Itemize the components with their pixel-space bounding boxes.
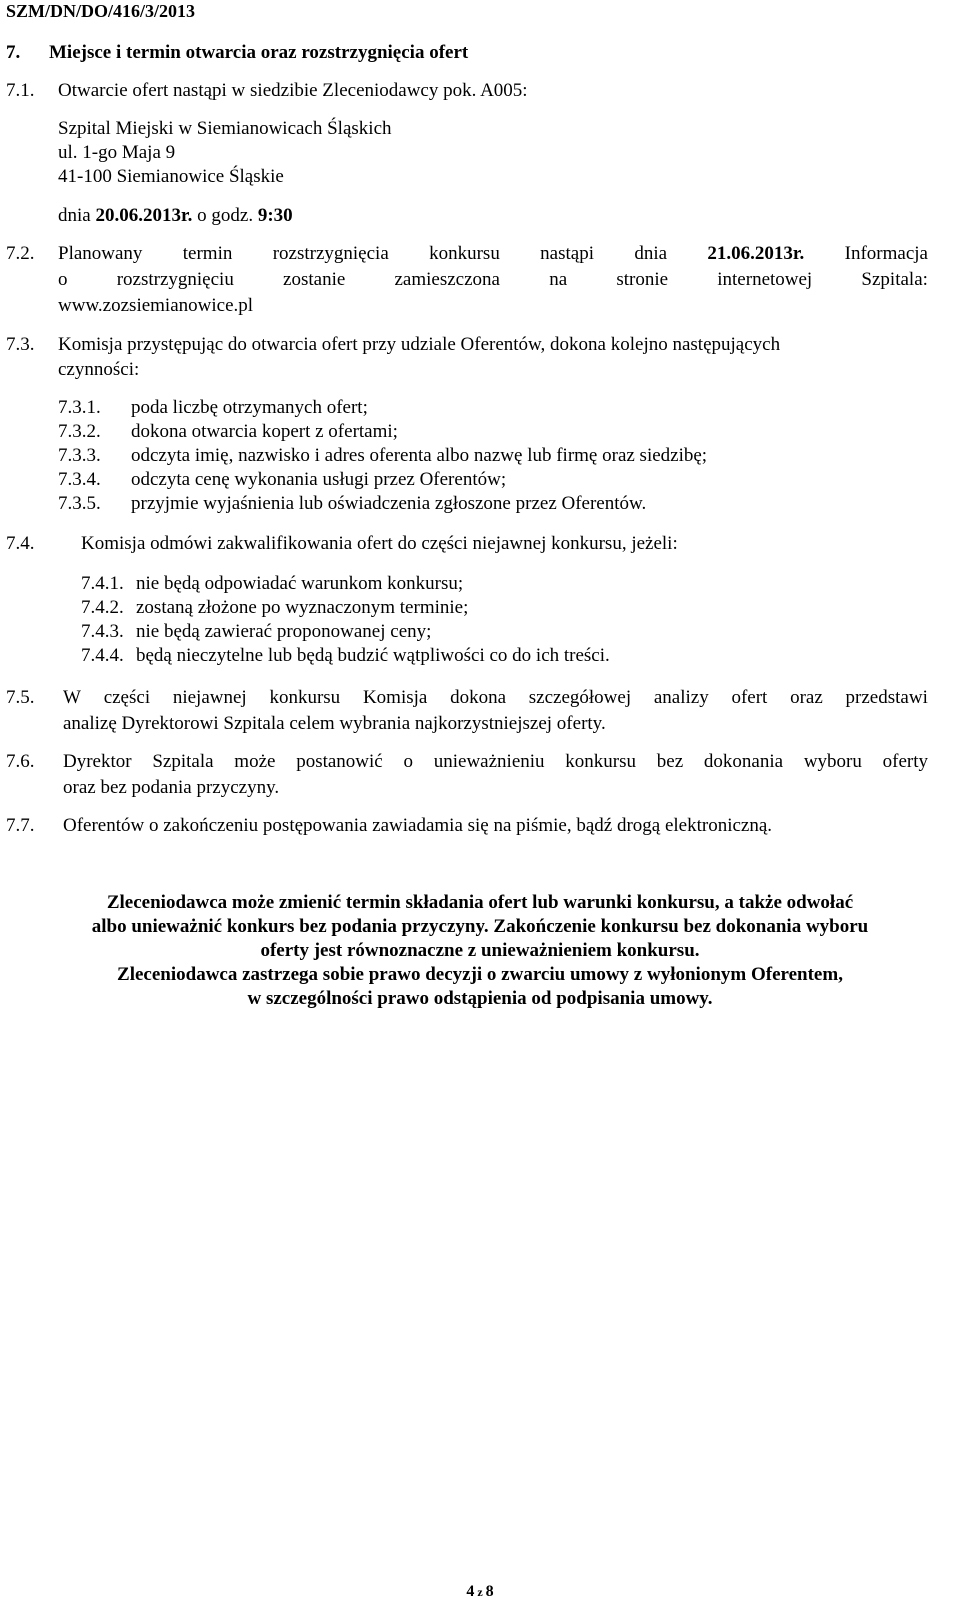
paragraph-number: 7.6.: [6, 751, 35, 772]
list-item-text: przyjmie wyjaśnienia lub oświadczenia zgłoszone przez Oferentów.: [131, 493, 647, 514]
paragraph-text: Otwarcie ofert nastąpi w siedzibie Zleceniodawcy pok. A005:: [58, 80, 528, 101]
notice-line: Zleceniodawca może zmienić termin składania ofert lub warunki konkursu, a także odwołać: [106, 892, 854, 913]
list-item-number: 7.4.3.: [81, 621, 124, 642]
paragraph-line: Dyrektor Szpitala może postanowić o unieważnieniu konkursu bez dokonania wyboru oferty: [63, 751, 928, 772]
paragraph-text: czynności:: [58, 359, 140, 380]
list-item-text: poda liczbę otrzymanych ofert;: [131, 397, 368, 418]
list-item-number: 7.3.2.: [58, 421, 101, 442]
list-item-number: 7.3.4.: [58, 469, 101, 490]
list-item-number: 7.4.1.: [81, 573, 124, 594]
paragraph-line: Planowany termin rozstrzygnięcia konkursu nastąpi dnia 21.06.2013r. Informacja: [58, 243, 928, 264]
paragraph-number: 7.2.: [6, 243, 35, 264]
paragraph-line: o rozstrzygnięciu zostanie zamieszczona na stronie internetowej Szpitala:: [58, 269, 928, 290]
page-number: 4 z 8: [466, 1583, 494, 1600]
paragraph-number: 7.1.: [6, 80, 35, 101]
paragraph-text: Komisja przystępując do otwarcia ofert przy udziale Oferentów, dokona kolejno następujących: [58, 334, 781, 355]
paragraph-number: 7.3.: [6, 334, 35, 355]
document-reference: SZM/DN/DO/416/3/2013: [6, 1, 196, 21]
notice-line: oferty jest równoznaczne z unieważnieniem konkursu.: [260, 940, 700, 961]
list-item-text: nie będą zawierać proponowanej ceny;: [136, 621, 432, 642]
notice-line: Zleceniodawca zastrzega sobie prawo decyzji o zwarciu umowy z wyłonionym Oferentem,: [117, 964, 843, 985]
paragraph-text: Oferentów o zakończeniu postępowania zawiadamia się na piśmie, bądź drogą elektroniczną.: [63, 815, 773, 836]
address-line: ul. 1-go Maja 9: [58, 142, 176, 163]
paragraph-line: W części niejawnej konkursu Komisja dokona szczegółowej analizy ofert oraz przedstawi: [63, 687, 928, 708]
paragraph-text: analizę Dyrektorowi Szpitala celem wybrania najkorzystniejszej oferty.: [63, 713, 606, 734]
paragraph-number: 7.7.: [6, 815, 35, 836]
website-address: www.zozsiemianowice.pl: [58, 295, 254, 316]
list-item-text: nie będą odpowiadać warunkom konkursu;: [136, 573, 464, 594]
resolution-date: 21.06.2013r.: [707, 243, 805, 264]
address-line: 41-100 Siemianowice Śląskie: [58, 166, 284, 187]
list-item-number: 7.4.2.: [81, 597, 124, 618]
paragraph-text: oraz bez podania przyczyny.: [63, 777, 280, 798]
paragraph-number: 7.5.: [6, 687, 35, 708]
section-title: Miejsce i termin otwarcia oraz rozstrzygnięcia ofert: [49, 42, 469, 63]
list-item-number: 7.4.4.: [81, 645, 124, 666]
list-item-text: zostaną złożone po wyznaczonym terminie;: [136, 597, 469, 618]
notice-line: albo unieważnić konkurs bez podania przyczyny. Zakończenie konkursu bez dokonania wyboru: [91, 916, 869, 937]
list-item-text: odczyta cenę wykonania usługi przez Oferentów;: [131, 469, 507, 490]
list-item-text: będą nieczytelne lub będą budzić wątpliwości co do ich treści.: [136, 645, 610, 666]
notice-line: w szczególności prawo odstąpienia od podpisania umowy.: [247, 988, 713, 1009]
opening-time: 9:30: [257, 205, 293, 226]
opening-date-line: dnia 20.06.2013r. o godz. 9:30: [58, 205, 293, 226]
list-item-number: 7.3.3.: [58, 445, 101, 466]
paragraph-text: Komisja odmówi zakwalifikowania ofert do części niejawnej konkursu, jeżeli:: [81, 533, 678, 554]
list-item-number: 7.3.1.: [58, 397, 101, 418]
list-item-text: odczyta imię, nazwisko i adres oferenta albo nazwę lub firmę oraz siedzibę;: [131, 445, 708, 466]
list-item-text: dokona otwarcia kopert z ofertami;: [131, 421, 398, 442]
opening-date: 20.06.2013r.: [95, 205, 193, 226]
paragraph-number: 7.4.: [6, 533, 35, 554]
section-number: 7.: [6, 42, 21, 63]
address-line: Szpital Miejski w Siemianowicach Śląskich: [58, 118, 392, 139]
list-item-number: 7.3.5.: [58, 493, 101, 514]
